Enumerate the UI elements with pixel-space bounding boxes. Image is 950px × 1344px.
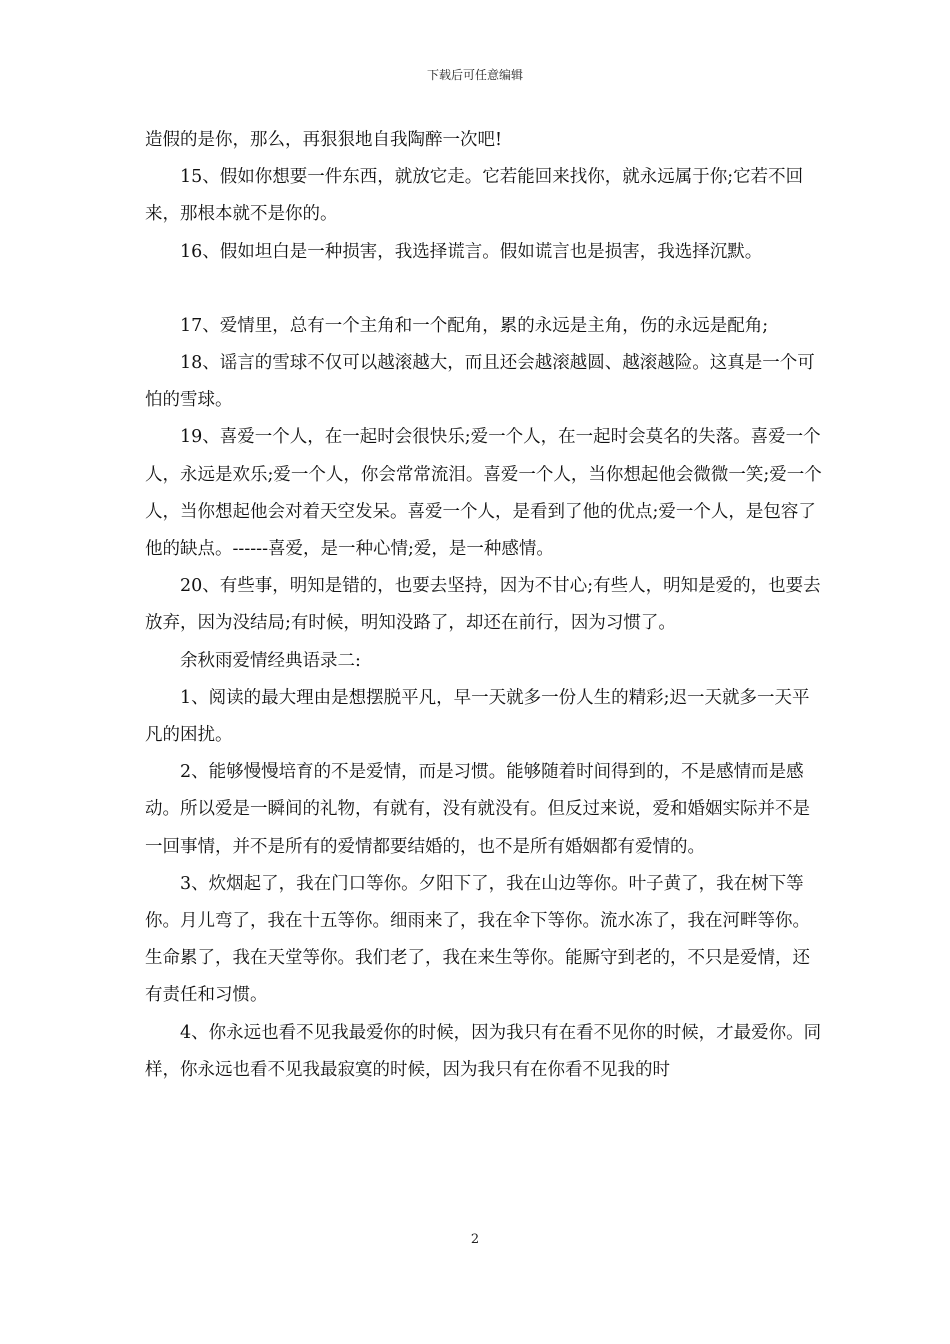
page-number: 2 (470, 1232, 480, 1247)
paragraph-19: 19、喜爱一个人，在一起时会很快乐;爱一个人，在一起时会莫名的失落。喜爱一个人，永远是欢乐;爱一个人，你会常常流泪。喜爱一个人，当你想起他会微微一笑;爱一个人，当你想起他会对着天空发呆。喜爱一个人，是看到了他的优点;爱一个人，是包容了他的缺点。------喜爱，是一种心情;爱，是一种感情。 (145, 427, 822, 560)
section-heading: 余秋雨爱情经典语录二: (180, 650, 361, 671)
paragraph-3: 3、炊烟起了，我在门口等你。夕阳下了，我在山边等你。叶子黄了，我在树下等你。月儿弯了，我在十五等你。细雨来了，我在伞下等你。流水冻了，我在河畔等你。生命累了，我在天堂等你。我们老了，我在来生等你。能厮守到老的，不只是爱情，还有责任和习惯。 (145, 873, 810, 1006)
paragraph-16: 16、假如坦白是一种损害，我选择谎言。假如谎言也是损害，我选择沉默。 (180, 241, 763, 262)
document-body (145, 122, 825, 1089)
paragraph-4: 4、你永远也看不见我最爱你的时候，因为我只有在看不见你的时候，才最爱你。同样，你永远也看不见我最寂寞的时候，因为我只有在你看不见我的时 (145, 1022, 822, 1080)
blank-line (145, 271, 825, 308)
paragraph-2: 2、能够慢慢培育的不是爱情，而是习惯。能够随着时间得到的，不是感情而是感动。所以爱是一瞬间的礼物，有就有，没有就没有。但反过来说，爱和婚姻实际并不是一回事情，并不是所有的爱情都要结婚的，也不是所有婚姻都有爱情的。 (145, 762, 810, 857)
paragraph-continuation: 造假的是你，那么，再狠狠地自我陶醉一次吧! (145, 130, 503, 150)
paragraph-15: 15、假如你想要一件东西，就放它走。它若能回来找你，就永远属于你;它若不回来，那根本就不是你的。 (145, 167, 804, 225)
paragraph-1: 1、阅读的最大理由是想摆脱平凡，早一天就多一份人生的精彩;迟一天就多一天平凡的困扰。 (145, 687, 810, 746)
page-header: 下载后可任意编辑 (426, 68, 523, 82)
paragraph-17: 17、爱情里，总有一个主角和一个配角，累的永远是主角，伤的永远是配角; (180, 315, 769, 336)
paragraph-20: 20、有些事，明知是错的，也要去坚持，因为不甘心;有些人，明知是爱的，也要去放弃，因为没结局;有时候，明知没路了，却还在前行，因为习惯了。 (145, 576, 821, 634)
paragraph-18: 18、谣言的雪球不仅可以越滚越大，而且还会越滚越圆、越滚越险。这真是一个可怕的雪球。 (145, 353, 815, 411)
